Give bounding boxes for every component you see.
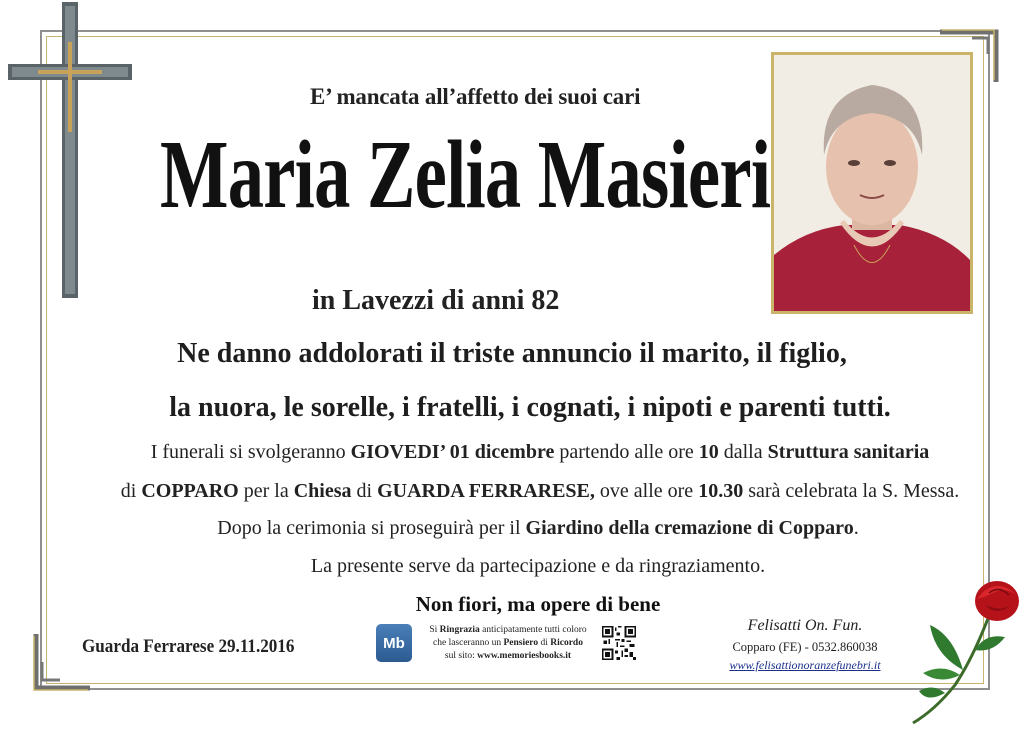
married-name-age: in Lavezzi di anni 82 (312, 285, 560, 316)
funeral-home-city-phone: Copparo (FE) - 0532.860038 (732, 640, 878, 654)
no-flowers-text: Non fiori, ma opere di bene (415, 592, 661, 616)
deceased-name: Maria Zelia Masieri (160, 121, 771, 229)
cross-icon (8, 2, 132, 302)
memoriesbooks-link[interactable]: www.memoriesbooks.it (477, 651, 572, 661)
qr-code-icon[interactable] (602, 626, 636, 660)
memoriesbooks-note: Si Ringrazia anticipatamente tutti coloro che lasceranno un Pensiero di Ricordo sul sito: www.memoriesbooks.it (429, 625, 587, 661)
portrait-photo (771, 52, 973, 314)
funeral-info-line-4: La presente serve da partecipazione e da ringraziamento. (310, 555, 766, 577)
funeral-info-line-1: I funerali si svolgeranno GIOVEDI’ 01 dicembre partendo alle ore 10 dalla Struttura sanitaria (150, 441, 930, 463)
rose-icon (905, 575, 1020, 725)
announcement-line-2: la nuora, le sorelle, i fratelli, i cognati, i nipoti e parenti tutti. (169, 392, 891, 423)
announcement-line-1: Ne danno addolorati il triste annuncio il marito, il figlio, (177, 338, 847, 369)
place-date: Guarda Ferrarese 29.11.2016 (82, 636, 295, 657)
intro-text: E’ mancata all’affetto dei suoi cari (310, 84, 641, 109)
memoriesbooks-logo-icon: Mb (376, 624, 412, 662)
funeral-info-line-2: di COPPARO per la Chiesa di GUARDA FERRARESE, ove alle ore 10.30 sarà celebrata la S. Messa. (120, 480, 960, 502)
funeral-home-name: Felisatti On. Fun. (747, 617, 863, 634)
funeral-home-website-link[interactable]: www.felisattionoranzefunebri.it (729, 658, 881, 672)
funeral-info-line-3: Dopo la cerimonia si proseguirà per il Giardino della cremazione di Copparo. (217, 517, 859, 539)
